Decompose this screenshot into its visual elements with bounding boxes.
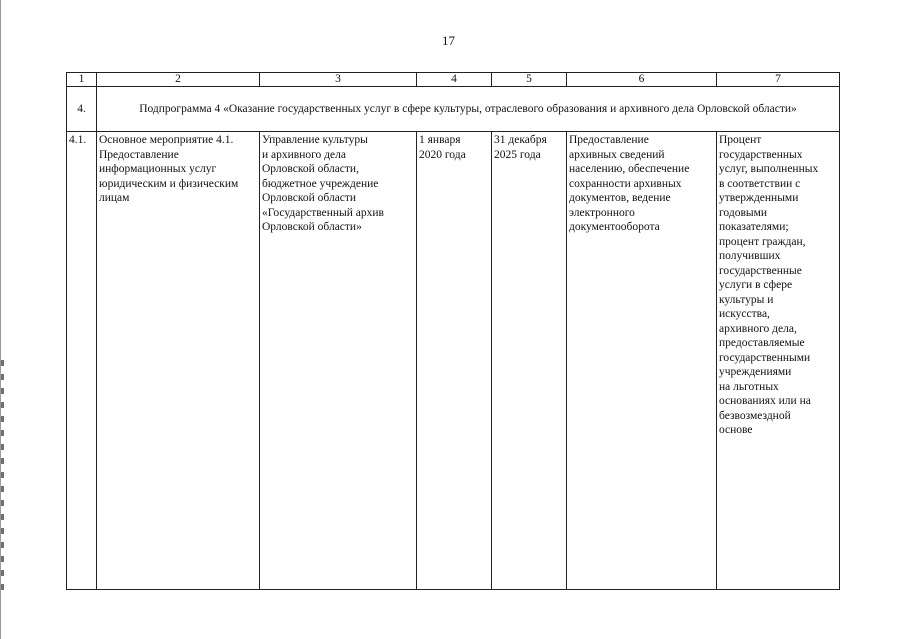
subprogram-title: Подпрограмма 4 «Оказание государственных услуг в сфере культуры, отраслевого образования и архивного дела Орловской области»: [97, 87, 840, 132]
result-cell: Предоставление архивных сведений населению, обеспечение сохранности архивных документов, ведение электронного документооборота: [567, 132, 717, 590]
column-number-5: 5: [492, 73, 567, 87]
subprogram-row: [67, 87, 840, 132]
column-number-7: 7: [717, 73, 840, 87]
activity-cell: Основное мероприятие 4.1. Предоставление информационных услуг юридическим и физическим лицам: [97, 132, 260, 590]
column-number-row: [67, 73, 840, 87]
page-number: 17: [442, 33, 455, 48]
subprogram-number: 4.: [67, 87, 97, 132]
column-number-6: 6: [567, 73, 717, 87]
table-row: [67, 132, 840, 590]
program-table: [66, 72, 840, 590]
row-number: 4.1.: [67, 132, 97, 590]
indicator-cell: Процент государственных услуг, выполненных в соответствии с утвержденными годовыми показателями; процент граждан, получивших государственные услуги в сфере культуры и искусства, архивного дела, предоставляемые государственными учреждениями на льготных основаниях или на безвозмездной основе: [717, 132, 840, 590]
end-date-cell: 31 декабря 2025 года: [492, 132, 567, 590]
column-number-4: 4: [417, 73, 492, 87]
column-number-3: 3: [260, 73, 417, 87]
executor-cell: Управление культуры и архивного дела Орловской области, бюджетное учреждение Орловской области «Государственный архив Орловской области»: [260, 132, 417, 590]
column-number-1: 1: [67, 73, 97, 87]
start-date-cell: 1 января 2020 года: [417, 132, 492, 590]
column-number-2: 2: [97, 73, 260, 87]
scan-edge-marks: [1, 360, 4, 590]
